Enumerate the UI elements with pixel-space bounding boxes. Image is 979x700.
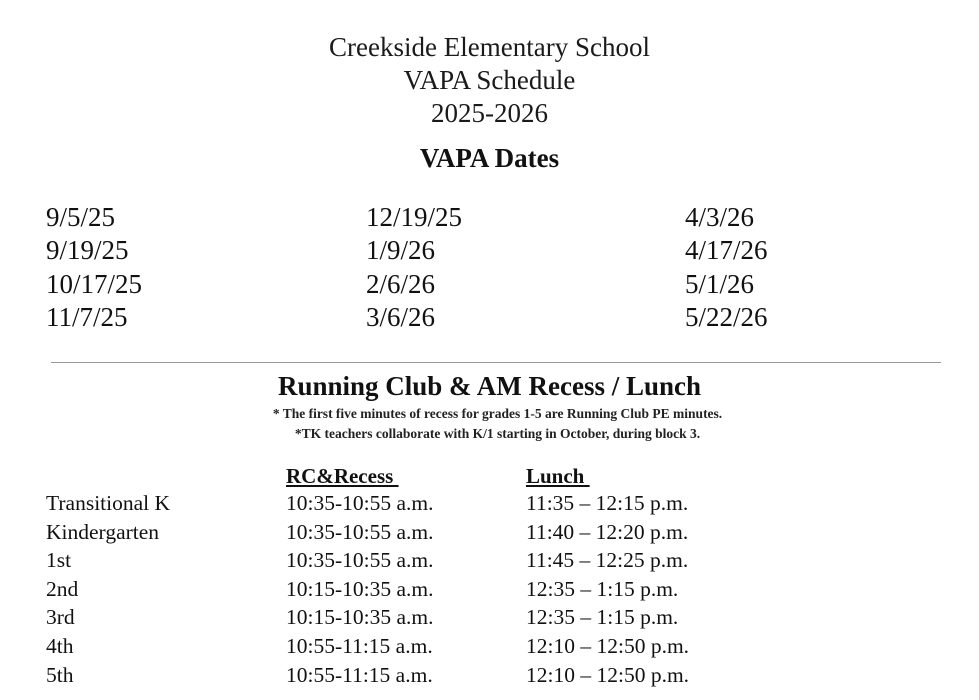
table-row	[0, 632, 979, 661]
rc-recess-cell: 10:55-11:15 a.m.	[286, 633, 433, 658]
grade-cell: 3rd	[46, 605, 75, 630]
vapa-date: 3/6/26	[366, 301, 436, 332]
vapa-date: 12/19/25	[366, 202, 463, 232]
vapa-dates-column-2	[366, 201, 462, 334]
section-divider	[51, 362, 941, 363]
page-title: VAPA Schedule	[403, 65, 576, 95]
school-name: Creekside Elementary School	[329, 32, 650, 62]
rc-recess-cell: 10:35-10:55 a.m.	[286, 491, 434, 515]
schedule-table	[0, 489, 979, 689]
table-row	[0, 518, 979, 547]
rc-recess-cell: 10:15-10:35 a.m.	[286, 576, 434, 601]
table-row	[0, 575, 979, 604]
schedule-note: *TK teachers collaborate with K/1 starting in October, during block 3.	[294, 426, 701, 441]
table-row	[0, 546, 979, 575]
lunch-cell: 11:35 – 12:15 p.m.	[526, 491, 689, 515]
grade-cell: 5th	[46, 662, 74, 687]
lunch-cell: 11:40 – 12:20 p.m.	[526, 519, 689, 544]
vapa-date: 4/3/26	[685, 202, 755, 232]
rc-recess-cell: 10:55-11:15 a.m.	[286, 662, 433, 687]
lunch-cell: 12:35 – 1:15 p.m.	[526, 576, 679, 601]
lunch-cell: 12:35 – 1:15 p.m.	[526, 605, 679, 630]
schedule-note: * The first five minutes of recess for grades 1-5 are Running Club PE minutes.	[272, 406, 723, 421]
grade-cell: 2nd	[46, 576, 79, 601]
grade-cell: 4th	[46, 633, 74, 658]
vapa-date: 5/1/26	[685, 268, 755, 299]
rc-recess-cell: 10:35-10:55 a.m.	[286, 548, 434, 573]
vapa-date: 1/9/26	[366, 235, 436, 266]
table-row	[0, 603, 979, 632]
vapa-date: 5/22/26	[685, 301, 768, 332]
rc-recess-cell: 10:35-10:55 a.m.	[286, 519, 434, 544]
lunch-cell: 11:45 – 12:25 p.m.	[526, 548, 689, 573]
vapa-dates-heading: VAPA Dates	[419, 143, 560, 173]
vapa-date: 9/19/25	[46, 235, 129, 266]
running-club-heading: Running Club & AM Recess / Lunch	[277, 371, 702, 401]
grade-cell: Transitional K	[46, 491, 171, 515]
vapa-dates-column-3	[685, 201, 768, 334]
vapa-date: 10/17/25	[46, 268, 143, 299]
lunch-cell: 12:10 – 12:50 p.m.	[526, 662, 690, 687]
table-row	[0, 489, 979, 518]
lunch-cell: 12:10 – 12:50 p.m.	[526, 633, 690, 658]
grade-cell: 1st	[46, 548, 72, 573]
vapa-dates-column-1	[46, 201, 142, 334]
vapa-date: 11/7/25	[46, 301, 128, 332]
grade-cell: Kindergarten	[46, 519, 160, 544]
vapa-date: 2/6/26	[366, 268, 436, 299]
rc-recess-column-header: RC&Recess	[286, 464, 399, 488]
table-row	[0, 661, 979, 690]
vapa-date: 9/5/25	[46, 202, 116, 232]
school-year: 2025-2026	[431, 98, 548, 128]
vapa-date: 4/17/26	[685, 235, 768, 266]
rc-recess-cell: 10:15-10:35 a.m.	[286, 605, 434, 630]
lunch-column-header: Lunch	[526, 464, 590, 488]
